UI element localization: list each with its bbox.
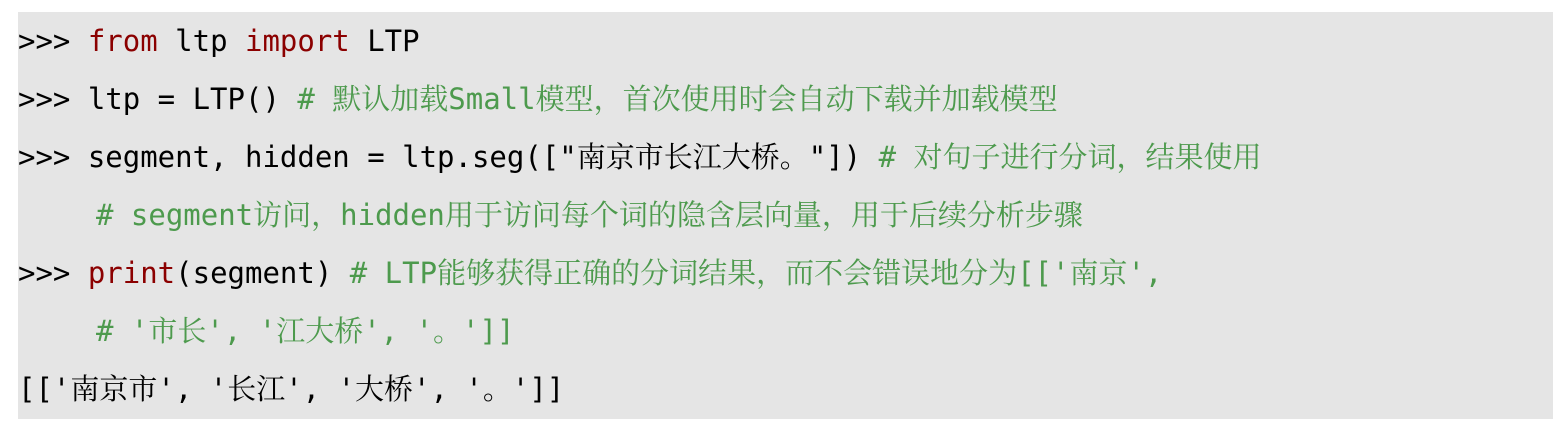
keyword-from: from (87, 24, 158, 58)
code-text: segment, hidden = ltp.seg(["南京市长江大桥。"]) (87, 140, 879, 174)
prompt: >>> (18, 140, 88, 174)
class-name: LTP (349, 24, 420, 58)
code-comment: # 对句子进行分词，结果使用 (878, 140, 1262, 174)
code-line-seg-comment-cont (96, 186, 1083, 244)
code-comment: # LTP能够获得正确的分词结果，而不会错误地分为[['南京', (349, 256, 1163, 290)
code-line-seg (18, 128, 1261, 186)
code-comment: # 默认加载Small模型，首次使用时会自动下载并加载模型 (297, 82, 1058, 116)
code-line-init (18, 70, 1058, 128)
prompt: >>> (18, 24, 88, 58)
code-block (18, 12, 1553, 419)
module-name: ltp (157, 24, 245, 58)
keyword-print: print (87, 256, 176, 290)
code-line-print-comment-cont (96, 302, 514, 360)
prompt: >>> (18, 256, 88, 290)
code-comment: # '市长', '江大桥', '。']] (96, 314, 515, 348)
code-line-output (18, 360, 564, 418)
keyword-import: import (245, 24, 350, 58)
code-line-print (18, 244, 1162, 302)
code-text: ltp = LTP() (87, 82, 298, 116)
code-line-import (18, 12, 420, 70)
code-text: (segment) (175, 256, 350, 290)
prompt: >>> (18, 82, 88, 116)
output-text: [['南京市', '长江', '大桥', '。']] (18, 372, 565, 406)
code-comment: # segment访问，hidden用于访问每个词的隐含层向量，用于后续分析步骤 (96, 198, 1083, 232)
